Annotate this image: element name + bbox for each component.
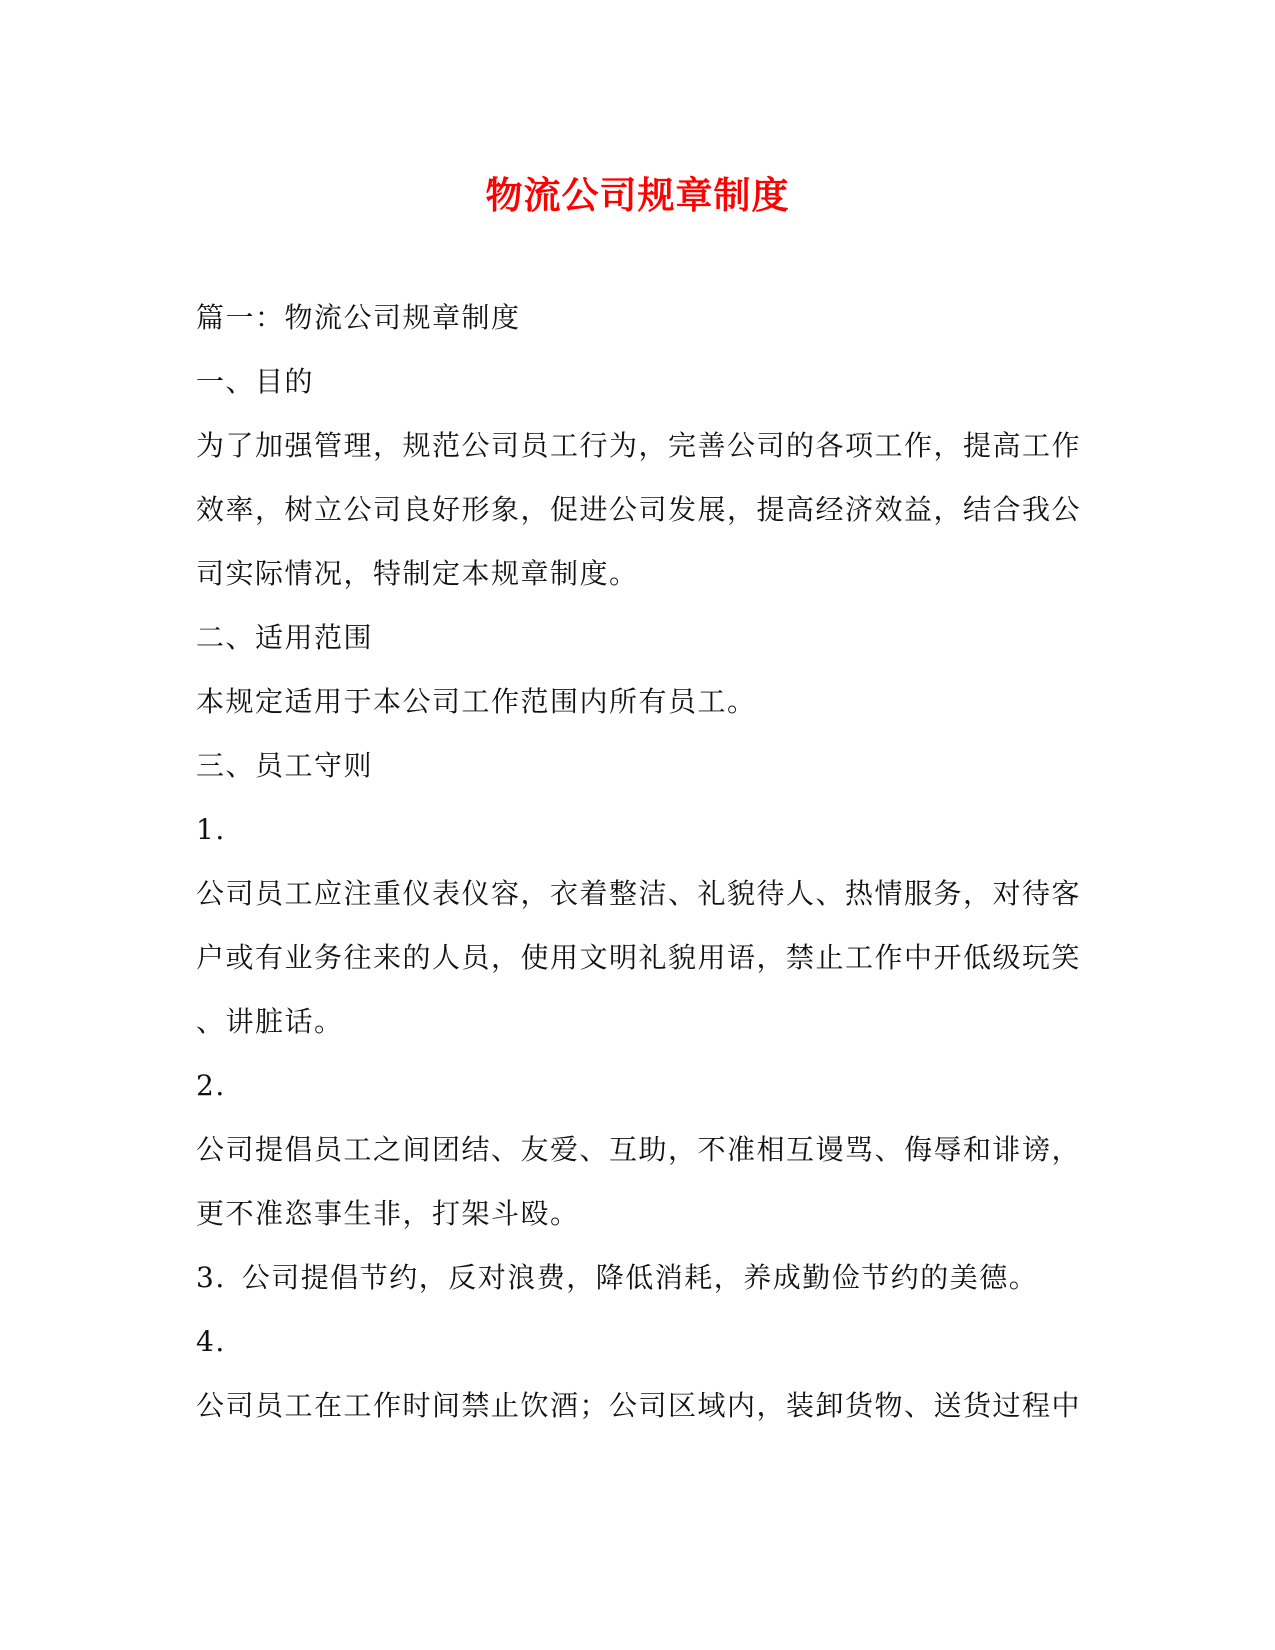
rule-3-paragraph	[196, 1246, 1076, 1310]
text-line: 、讲脏话。	[196, 1005, 344, 1038]
text-line: 公司员工在工作时间禁止饮酒；公司区域内，装卸货物、送货过程中	[196, 1389, 1082, 1422]
text-line: 公司员工应注重仪表仪容，衣着整洁、礼貌待人、热情服务，对待客	[196, 877, 1082, 910]
rule-number-4	[196, 1310, 1076, 1374]
rule-number-1	[196, 798, 1076, 862]
text-line: 户或有业务往来的人员，使用文明礼貌用语，禁止工作中开低级玩笑	[196, 941, 1082, 974]
text-line: 司实际情况，特制定本规章制度。	[196, 557, 639, 590]
document-body	[196, 286, 1082, 1438]
rule-4-paragraph	[196, 1374, 1082, 1438]
section-heading-part-one	[196, 286, 1076, 350]
rule-number-2	[196, 1054, 1076, 1118]
text-line: 三、员工守则	[196, 749, 374, 782]
text-line: 更不准恣事生非，打架斗殴。	[196, 1197, 580, 1230]
section-heading-employee-rules	[196, 734, 1076, 798]
rule-2-paragraph	[196, 1118, 1082, 1246]
rule-1-paragraph	[196, 862, 1082, 1054]
scope-paragraph	[196, 670, 1076, 734]
document-title: 物流公司规章制度	[485, 173, 790, 217]
text-line: 公司提倡员工之间团结、友爱、互助，不准相互谩骂、侮辱和诽谤，	[196, 1133, 1082, 1166]
text-line	[196, 1246, 1076, 1310]
text-line: 一、目的	[196, 365, 315, 398]
text-line: 二、适用范围	[196, 621, 374, 654]
purpose-paragraph	[196, 414, 1082, 606]
text-line: 篇一：物流公司规章制度	[196, 301, 521, 334]
text-line: 2.	[196, 1069, 226, 1102]
text-line: 效率，树立公司良好形象，促进公司发展，提高经济效益，结合我公	[196, 493, 1082, 526]
text-line: 4.	[196, 1325, 226, 1358]
text-line: 1.	[196, 813, 226, 846]
rule-3-text: 公司提倡节约，反对浪费，降低消耗，养成勤俭节约的美德。	[241, 1261, 1039, 1294]
text-line: 为了加强管理，规范公司员工行为，完善公司的各项工作，提高工作	[196, 429, 1082, 462]
rule-number-3: 3.	[196, 1261, 226, 1294]
section-heading-purpose	[196, 350, 1076, 414]
section-heading-scope	[196, 606, 1076, 670]
text-line: 本规定适用于本公司工作范围内所有员工。	[196, 685, 757, 718]
